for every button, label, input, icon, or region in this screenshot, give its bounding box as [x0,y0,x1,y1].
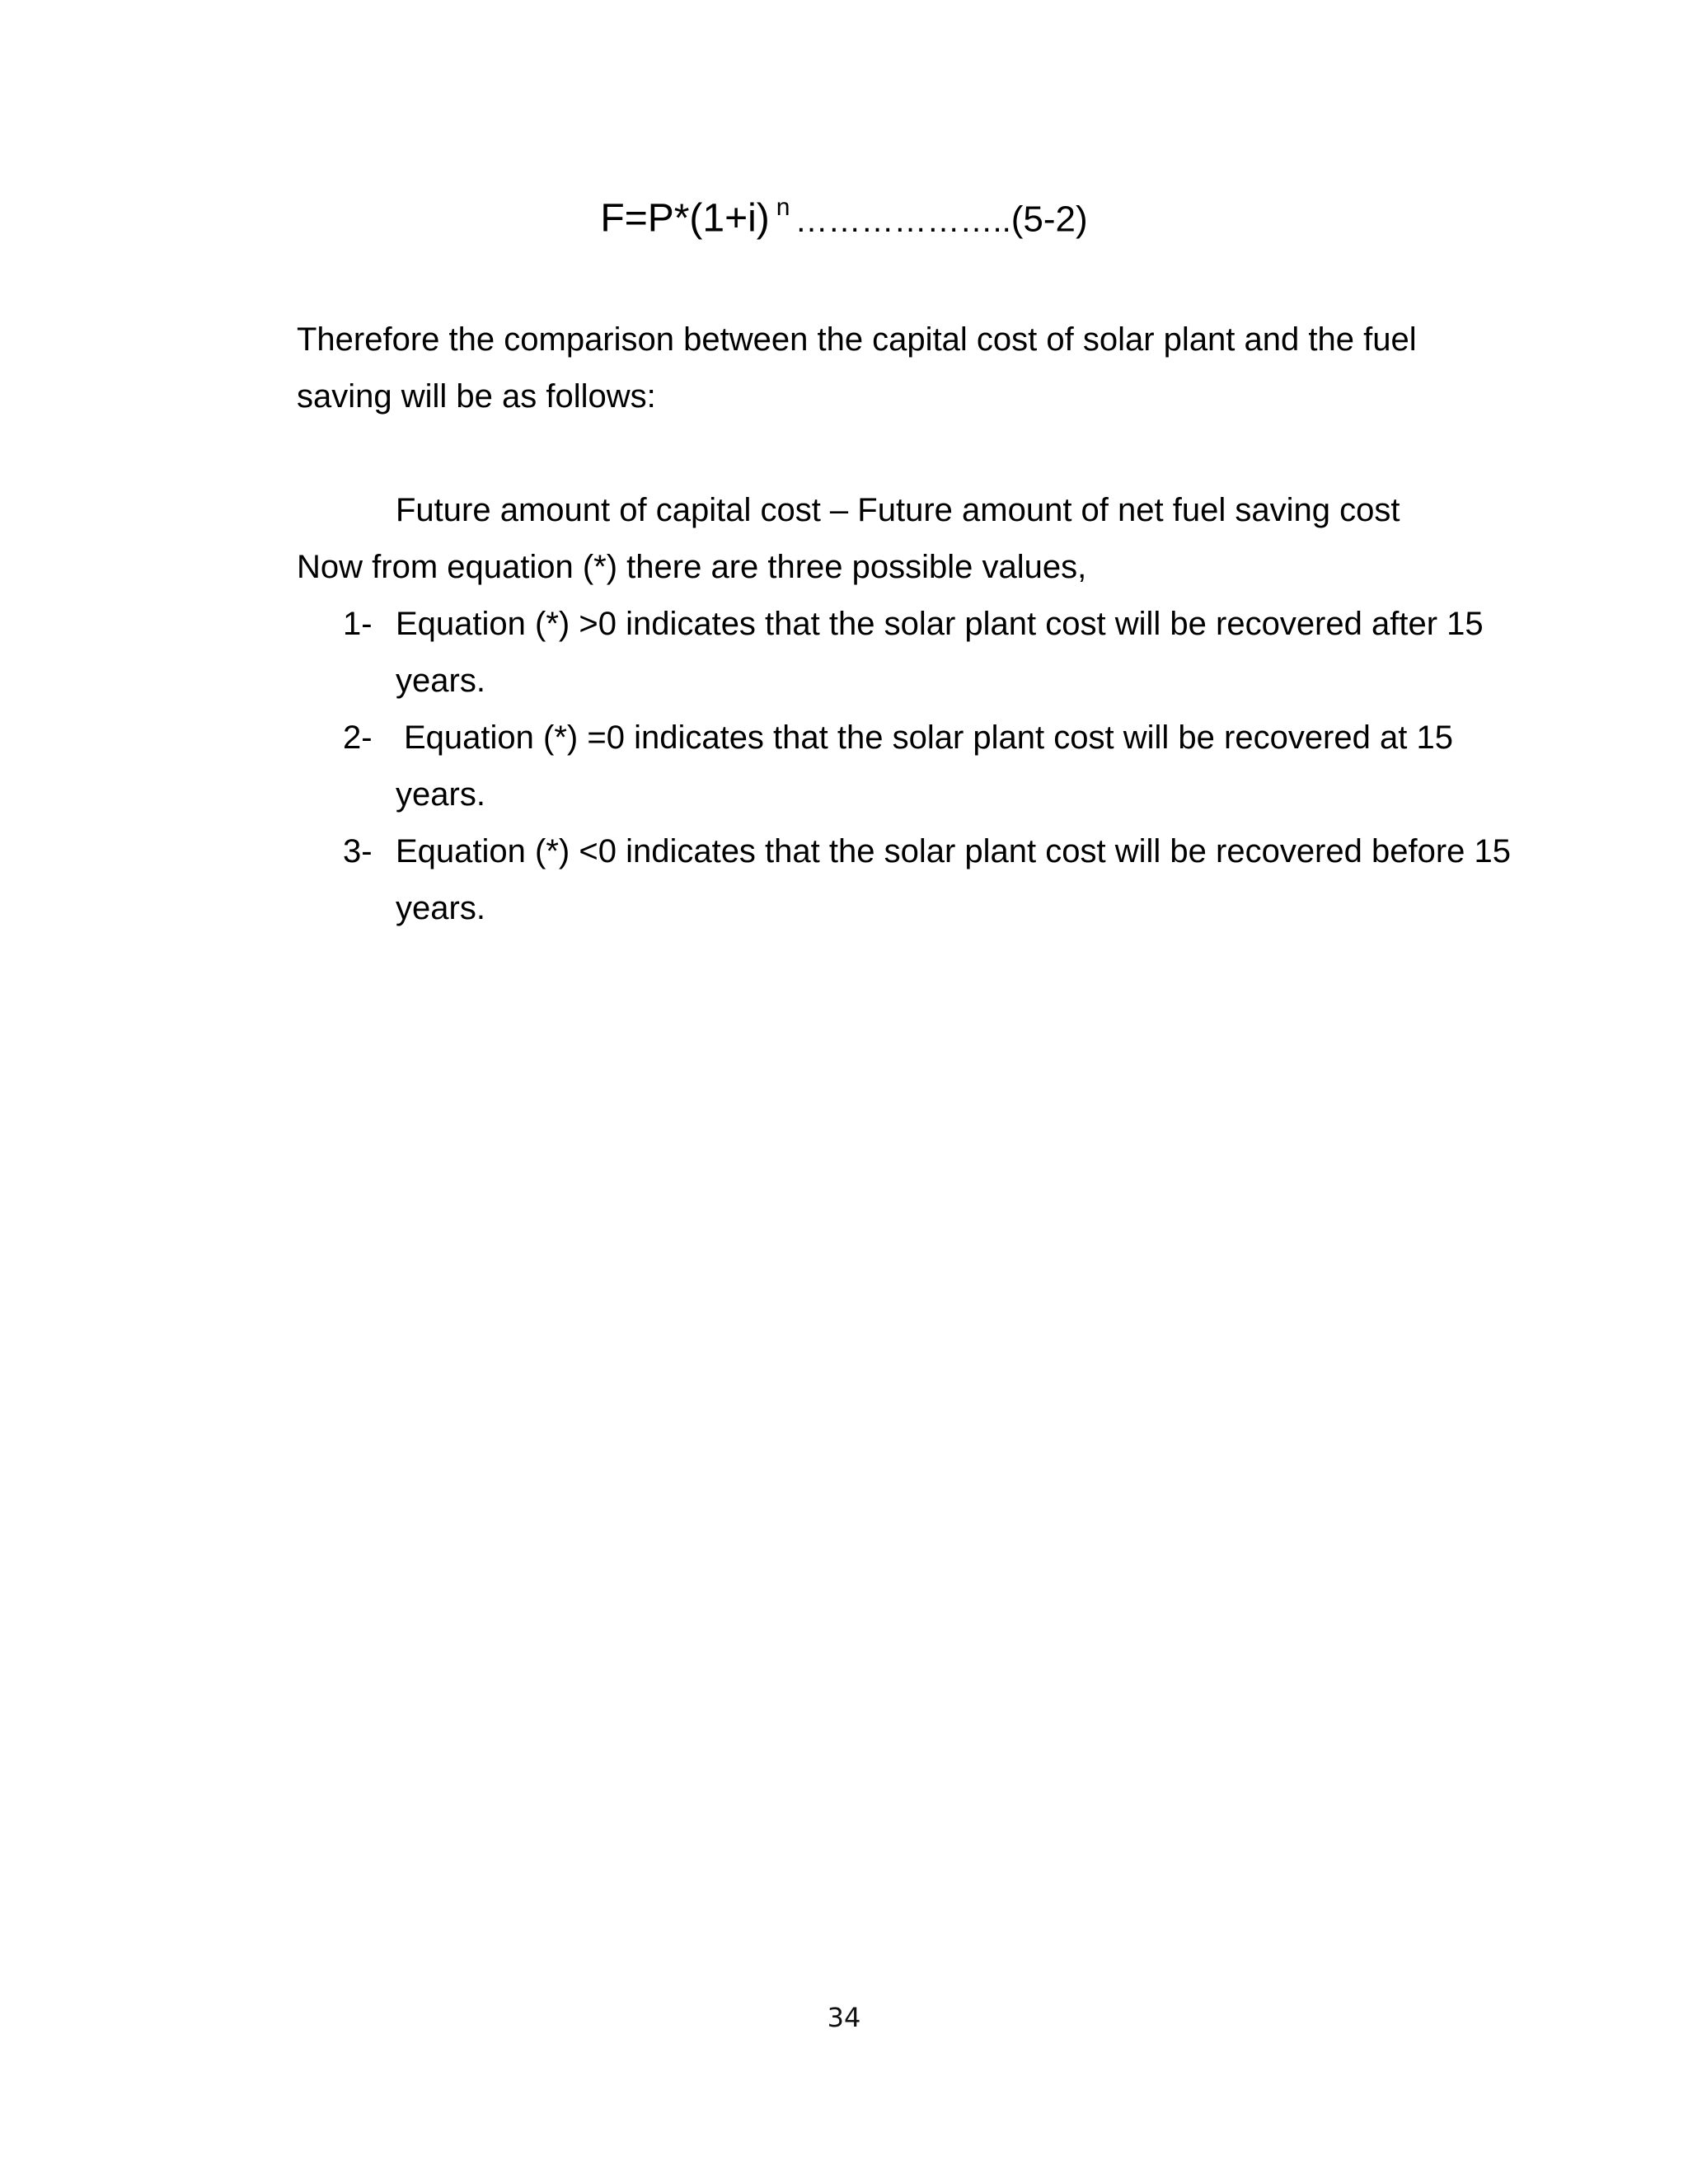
list-item-text: Equation (*) <0 indicates that the solar plant cost will be recovered before 15 years. [396,833,1512,926]
possible-values-list [343,596,1530,937]
page-number: 34 [827,2002,861,2033]
comparison-paragraph: Therefore the comparison between the capital cost of solar plant and the fuel saving will be as follows: [297,321,1417,415]
equation-number: (5-2) [1010,199,1088,240]
possible-values-intro: Now from equation (*) there are three possible values, [297,549,1087,585]
list-item-number: 3- [343,833,373,869]
list-item [343,823,1530,937]
list-item-number: 2- [343,719,373,756]
list-item-number: 1- [343,606,373,642]
list-item [343,596,1530,710]
list-item [343,710,1530,823]
equation-5-2 [0,186,1688,246]
list-item-text: Equation (*) >0 indicates that the solar plant cost will be recovered after 15 years. [396,606,1484,699]
list-item-text: Equation (*) =0 indicates that the solar plant cost will be recovered at 15 years. [396,719,1453,813]
future-amount-expression: Future amount of capital cost – Future amount of net fuel saving cost [396,492,1400,528]
equation-exponent: n [776,194,790,221]
equation-expression: F=P*(1+i) [600,196,770,241]
equation-leader-dots: ……………….. [795,202,1011,239]
